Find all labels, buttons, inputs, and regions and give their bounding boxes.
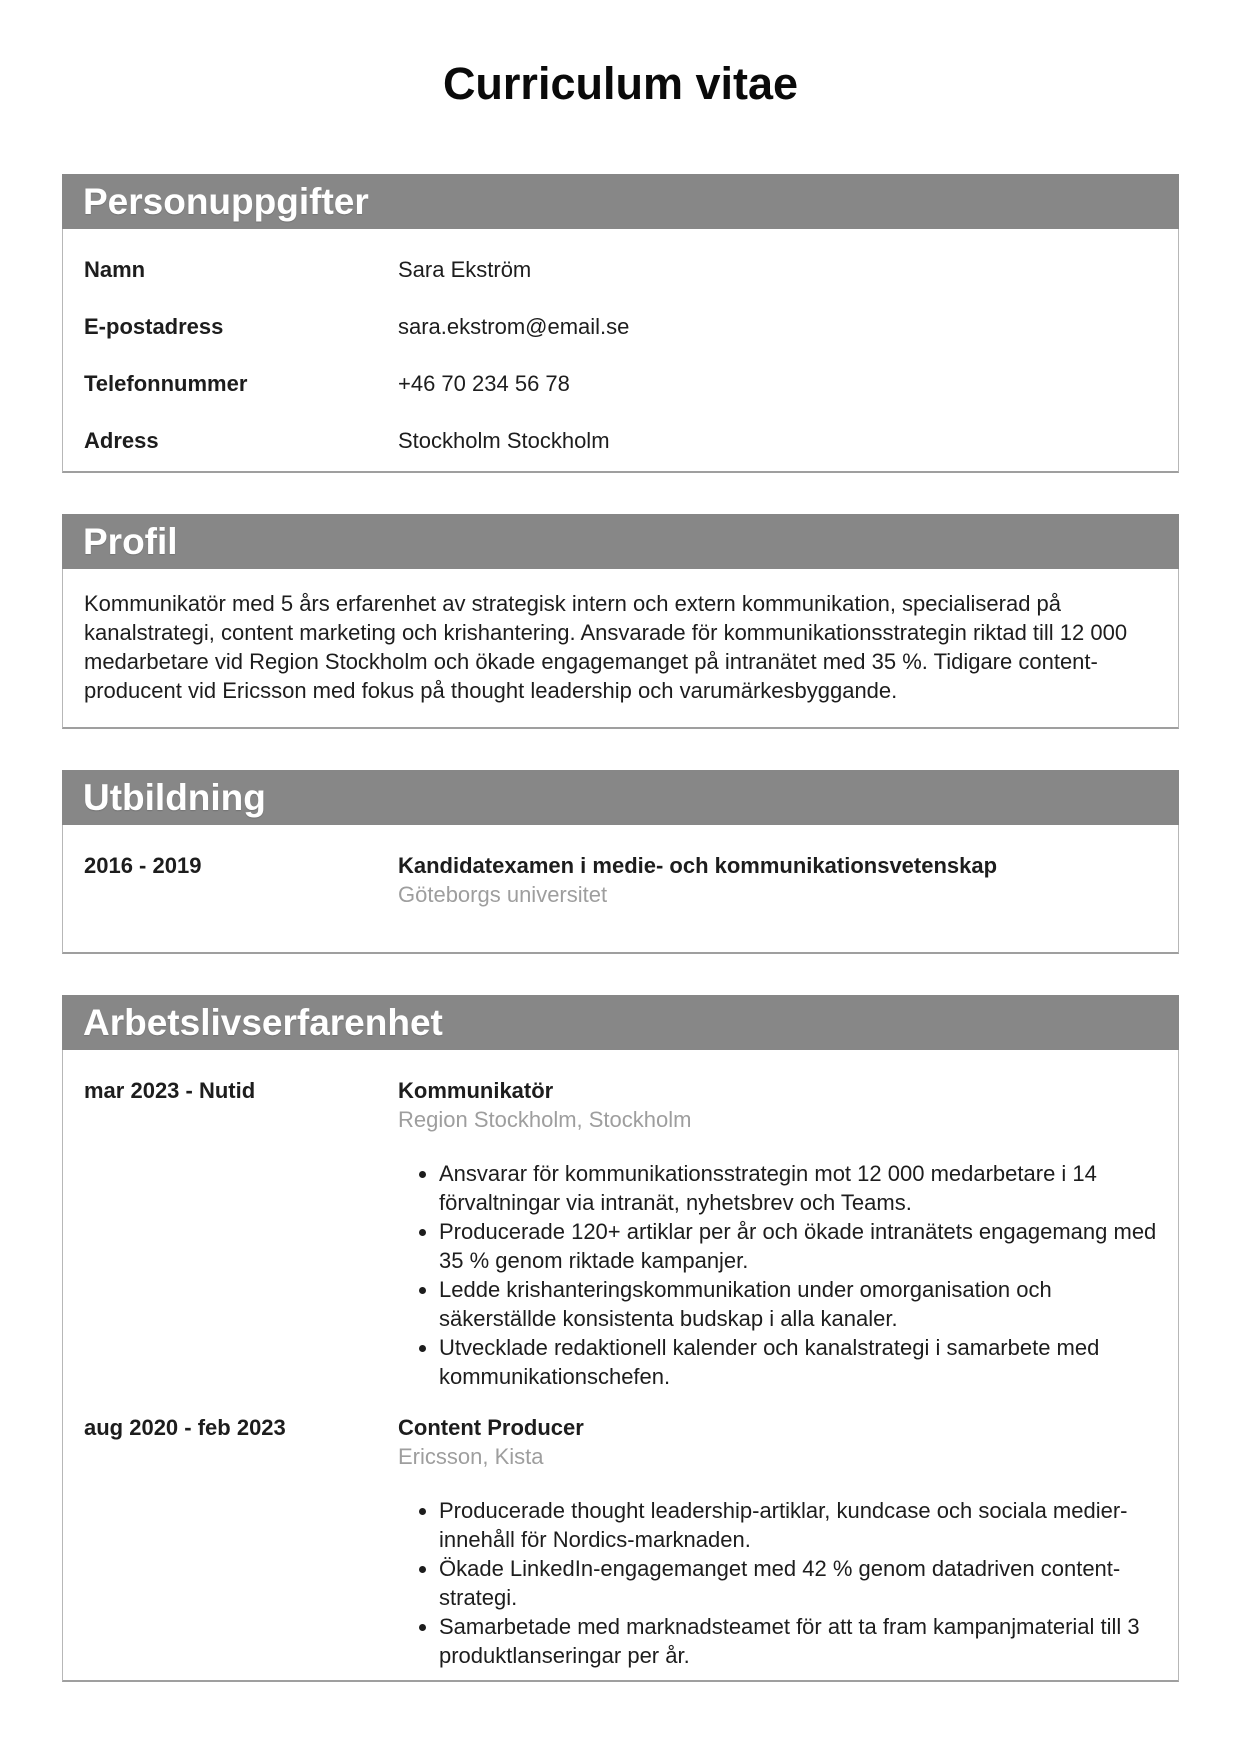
bullet-item: • Ansvarar för kommunikationsstrategin mot 12 000 medarbetare i 14 förvaltningar via intranät, nyhetsbrev och Teams. bbox=[439, 1159, 1157, 1217]
entry-subtitle: Göteborgs universitet bbox=[398, 882, 608, 907]
bullet-item: • Producerade thought leadership-artiklar, kundcase och sociala medier-innehåll för Nordics-marknaden. bbox=[439, 1496, 1157, 1554]
education-entry bbox=[84, 851, 1157, 934]
bullet-item: • Samarbetade med marknadsteamet för att ta fram kampanjmaterial till 3 produktlanseringar per år. bbox=[439, 1612, 1157, 1670]
profile-body bbox=[62, 569, 1179, 729]
section-header-experience: Arbetslivserfarenhet bbox=[62, 995, 1179, 1050]
education-entries bbox=[62, 825, 1179, 954]
entry-subtitle: Ericsson, Kista bbox=[398, 1444, 544, 1469]
field-value: sara.ekstrom@email.se bbox=[398, 314, 630, 339]
profile-text: Kommunikatör med 5 års erfarenhet av strategisk intern och extern kommunikation, specialiserad på kanalstrategi, content marketing och krishantering. Ansvarade för kommunikationsstrategin riktad till 12 000 medarbetare vid Region Stockholm och ökade engagemanget på intranätet med 35 %. Tidigare content-producent vid Ericsson med fokus på thought leadership och varumärkesbyggande. bbox=[84, 591, 1128, 703]
field-value: Sara Ekström bbox=[398, 257, 532, 282]
entry-period: 2016 - 2019 bbox=[84, 853, 202, 878]
field-label: E-postadress bbox=[84, 314, 224, 339]
entry-title: Content Producer bbox=[398, 1415, 584, 1440]
entry-subtitle: Region Stockholm, Stockholm bbox=[398, 1107, 692, 1132]
experience-entry bbox=[84, 1076, 1157, 1391]
section-profile bbox=[62, 514, 1179, 729]
field-value: Stockholm Stockholm bbox=[398, 428, 610, 453]
section-education bbox=[62, 770, 1179, 954]
entry-title: Kandidatexamen i medie- och kommunikationsvetenskap bbox=[398, 853, 998, 878]
experience-entry bbox=[84, 1413, 1157, 1670]
field-label: Namn bbox=[84, 257, 146, 282]
entry-period: aug 2020 - feb 2023 bbox=[84, 1415, 286, 1440]
field-label: Adress bbox=[84, 428, 159, 453]
entry-bullets bbox=[398, 1159, 1157, 1391]
entry-bullets bbox=[398, 1496, 1157, 1670]
experience-entries bbox=[62, 1050, 1179, 1682]
entry-main bbox=[398, 1413, 1157, 1670]
field-label: Telefonnummer bbox=[84, 371, 248, 396]
bullet-item: • Ökade LinkedIn-engagemanget med 42 % genom datadriven content-strategi. bbox=[439, 1554, 1157, 1612]
entry-period: mar 2023 - Nutid bbox=[84, 1078, 256, 1103]
bullet-item: • Producerade 120+ artiklar per år och ökade intranätets engagemang med 35 % genom riktade kampanjer. bbox=[439, 1217, 1157, 1275]
bullet-item: • Utvecklade redaktionell kalender och kanalstrategi i samarbete med kommunikationschefen. bbox=[439, 1333, 1157, 1391]
page-title: Curriculum vitae bbox=[442, 58, 799, 109]
section-experience bbox=[62, 995, 1179, 1682]
entry-main bbox=[398, 851, 1157, 934]
section-header-personal: Personuppgifter bbox=[62, 174, 1179, 229]
section-personal bbox=[62, 174, 1179, 473]
personal-fields bbox=[62, 229, 1179, 473]
field-value: +46 70 234 56 78 bbox=[398, 371, 570, 396]
entry-main bbox=[398, 1076, 1157, 1391]
section-header-profile: Profil bbox=[62, 514, 1179, 569]
bullet-item: • Ledde krishanteringskommunikation under omorganisation och säkerställde konsistenta budskap i alla kanaler. bbox=[439, 1275, 1157, 1333]
section-header-education: Utbildning bbox=[62, 770, 1179, 825]
entry-title: Kommunikatör bbox=[398, 1078, 554, 1103]
